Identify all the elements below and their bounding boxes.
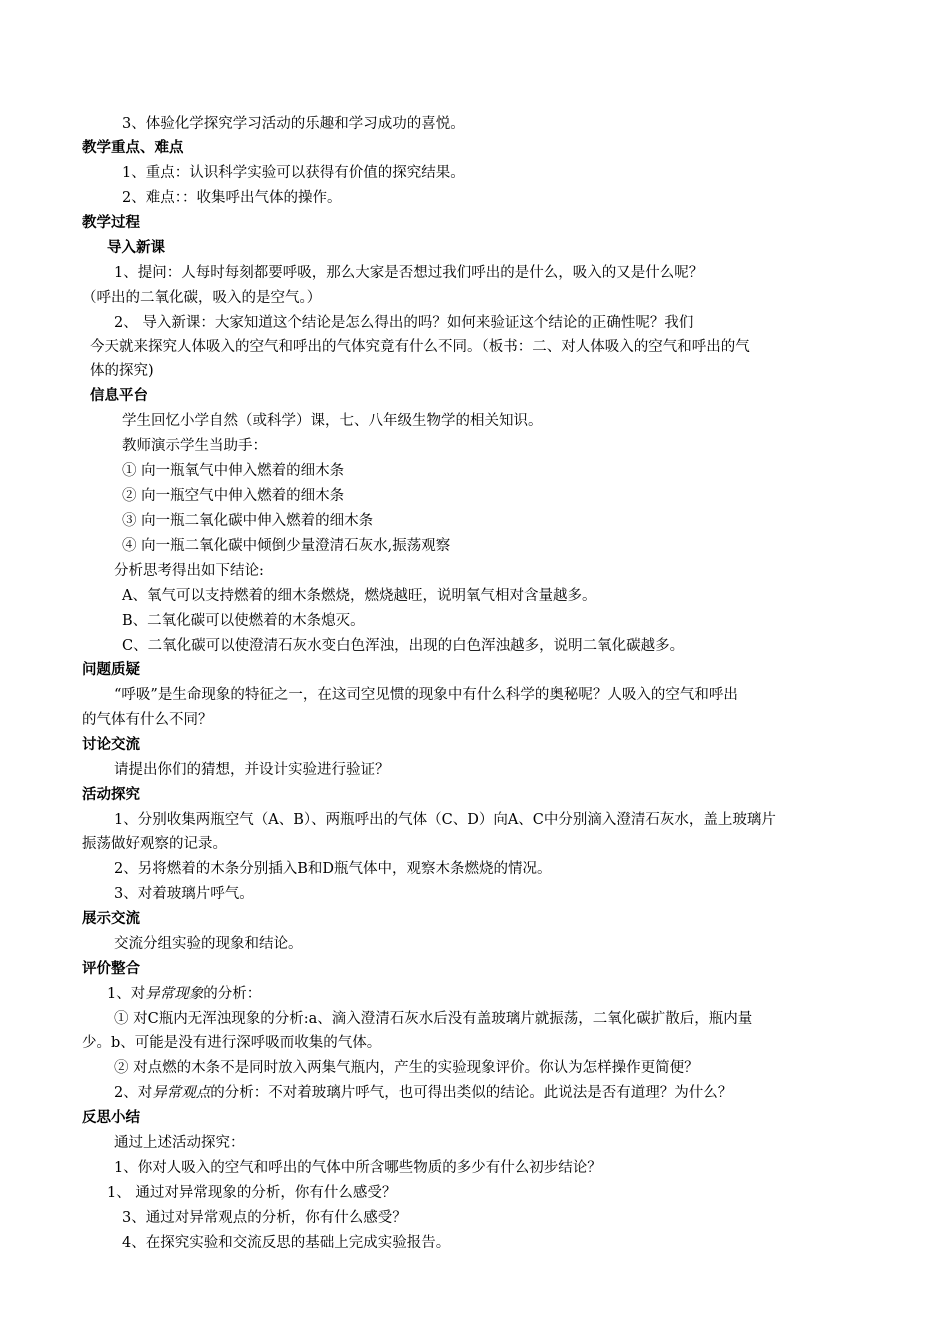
key-point-1: 1、重点：认识科学实验可以获得有价值的探究结果。 — [122, 165, 465, 181]
activity-step-2: 2、另将燃着的木条分别插入B和D瓶气体中，观察木条燃烧的情况。 — [114, 861, 552, 877]
heading-discussion: 讨论交流 — [82, 737, 140, 753]
heading-presentation: 展示交流 — [82, 911, 140, 927]
evaluation-point-1: ① 对C瓶内无浑浊现象的分析:a、滴入澄清石灰水后没有盖玻璃片就振荡，二氧化碳扩散后，瓶内量 — [114, 1011, 753, 1027]
evaluation-item-2-suffix: 的分析：不对着玻璃片呼气，也可得出类似的结论。此说法是否有道理？为什么？ — [210, 1085, 733, 1101]
summary-intro: 通过上述活动探究： — [114, 1135, 245, 1151]
discussion-paragraph: 请提出你们的猜想，并设计实验进行验证？ — [114, 762, 390, 778]
heading-activity: 活动探究 — [82, 787, 140, 803]
heading-info-platform: 信息平台 — [90, 388, 148, 404]
demo-step-4: ④ 向一瓶二氧化碳中倾倒少量澄清石灰水,振荡观察 — [122, 538, 451, 554]
demo-step-3: ③ 向一瓶二氧化碳中伸入燃着的细木条 — [122, 513, 374, 529]
heading-key-points: 教学重点、难点 — [82, 140, 184, 156]
question-paragraph-cont: 的气体有什么不同？ — [82, 712, 213, 728]
evaluation-point-2: ② 对点燃的木条不是同时放入两集气瓶内，产生的实验现象评价。你认为怎样操作更简便？ — [114, 1060, 699, 1076]
info-line-2: 教师演示学生当助手： — [122, 438, 267, 454]
intro-paragraph-2-end: 体的探究) — [90, 363, 154, 379]
conclusion-c: C、二氧化碳可以使澄清石灰水变白色浑浊，出现的白色浑浊越多，说明二氧化碳越多。 — [122, 638, 685, 654]
demo-step-1: ① 向一瓶氧气中伸入燃着的细木条 — [122, 463, 345, 479]
summary-question-3: 3、通过对异常观点的分析，你有什么感受？ — [122, 1210, 407, 1226]
intro-paragraph-2: 2、 导入新课：大家知道这个结论是怎么得出的吗？如何来验证这个结论的正确性呢？我们 — [114, 315, 694, 331]
conclusion-a: A、氧气可以支持燃着的细木条燃烧，燃烧越旺，说明氧气相对含量越多。 — [122, 588, 597, 604]
summary-question-1: 1、你对人吸入的空气和呼出的气体中所含哪些物质的多少有什么初步结论？ — [114, 1160, 602, 1176]
heading-intro: 导入新课 — [107, 240, 165, 256]
evaluation-item-1 — [107, 984, 261, 1004]
evaluation-item-1-suffix: 的分析： — [203, 986, 262, 1002]
intro-paragraph-1: 1、提问：人每时每刻都要呼吸，那么大家是否想过我们呼出的是什么，吸入的又是什么呢？ — [114, 265, 704, 281]
evaluation-item-2-term: 异常观点 — [152, 1085, 211, 1101]
activity-step-1-cont: 振荡做好观察的记录。 — [82, 836, 227, 852]
heading-question: 问题质疑 — [82, 662, 140, 678]
presentation-paragraph: 交流分组实验的现象和结论。 — [114, 936, 303, 952]
analysis-intro: 分析思考得出如下结论: — [114, 563, 264, 579]
goal-item-3: 3、体验化学探究学习活动的乐趣和学习成功的喜悦。 — [122, 116, 465, 132]
evaluation-item-2 — [114, 1083, 732, 1103]
summary-question-4: 4、在探究实验和交流反思的基础上完成实验报告。 — [122, 1235, 451, 1251]
key-point-2: 2、难点：：收集呼出气体的操作。 — [122, 190, 342, 206]
info-line-1: 学生回忆小学自然（或科学）课，七、八年级生物学的相关知识。 — [122, 413, 543, 429]
evaluation-item-1-term: 异常现象 — [145, 986, 204, 1002]
intro-paragraph-2-cont: 今天就来探究人体吸入的空气和呼出的气体究竟有什么不同。（板书：二、对人体吸入的空气和呼出的气 — [90, 339, 750, 355]
activity-step-3: 3、对着玻璃片呼气。 — [114, 886, 254, 902]
evaluation-item-1-prefix: 1、对 — [107, 986, 146, 1002]
evaluation-point-1-cont: 少。b、可能是没有进行深呼吸而收集的气体。 — [82, 1035, 382, 1051]
intro-paragraph-1-cont: （呼出的二氧化碳，吸入的是空气。） — [82, 290, 322, 306]
demo-step-2: ② 向一瓶空气中伸入燃着的细木条 — [122, 488, 345, 504]
question-paragraph: “呼吸”是生命现象的特征之一，在这司空见惯的现象中有什么科学的奥秘呢？人吸入的空气和呼出 — [114, 687, 738, 703]
summary-question-2: 1、 通过对异常现象的分析，你有什么感受？ — [107, 1185, 397, 1201]
activity-step-1: 1、分别收集两瓶空气（A、B）、两瓶呼出的气体（C、D）向A、C中分别滴入澄清石灰水，盖上玻璃片 — [114, 812, 776, 828]
conclusion-b: B、二氧化碳可以使燃着的木条熄灭。 — [122, 613, 365, 629]
heading-evaluation: 评价整合 — [82, 961, 140, 977]
heading-teaching-process: 教学过程 — [82, 215, 140, 231]
heading-summary: 反思小结 — [82, 1110, 140, 1126]
evaluation-item-2-prefix: 2、对 — [114, 1085, 153, 1101]
